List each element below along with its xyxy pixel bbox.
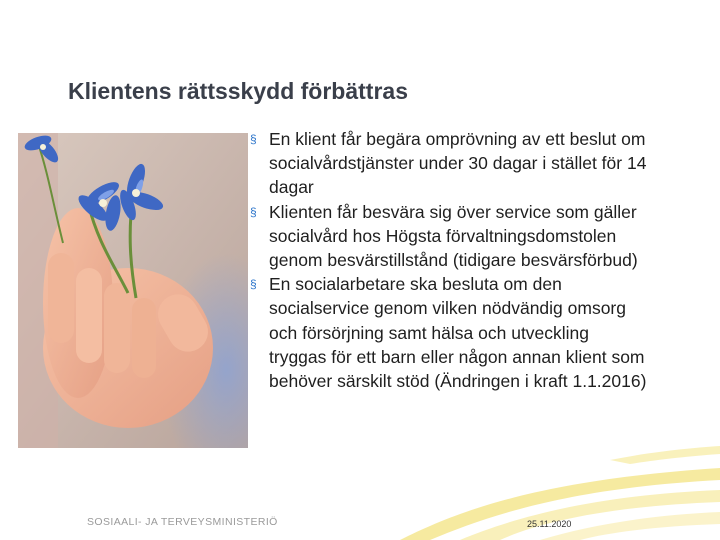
bullet-item: [250, 272, 650, 393]
bullet-text: En socialarbetare ska besluta om den socialservice genom vilken nödvändig omsorg och försörjning samt hälsa och utveckling tryggas för ett barn eller någon annan klient som behöver särskilt stöd (Ändringen i kraft 1.1.2016): [269, 274, 647, 392]
bullet-text: Klienten får besvära sig över service som gäller socialvård hos Högsta förvaltningsdomstolen genom besvärstillstånd (tidigare besvärsförbud): [269, 201, 638, 271]
slide-date: 25.11.2020: [527, 519, 572, 529]
bullet-item: [250, 200, 650, 273]
slide-title: Klientens rättsskydd förbättras: [68, 78, 408, 104]
bullet-list: [250, 127, 650, 393]
bullet-text: En klient får begära omprövning av ett beslut om socialvårdstjänster under 30 dagar i stället för 14 dagar: [269, 129, 647, 198]
hands-with-flowers-photo: [18, 133, 248, 448]
bullet-marker: §: [250, 132, 257, 146]
bullet-marker: §: [250, 277, 257, 292]
ministry-name: SOSIAALI- JA TERVEYSMINISTERIÖ: [87, 516, 278, 528]
bullet-marker: §: [250, 204, 257, 219]
bullet-item: [250, 127, 650, 200]
